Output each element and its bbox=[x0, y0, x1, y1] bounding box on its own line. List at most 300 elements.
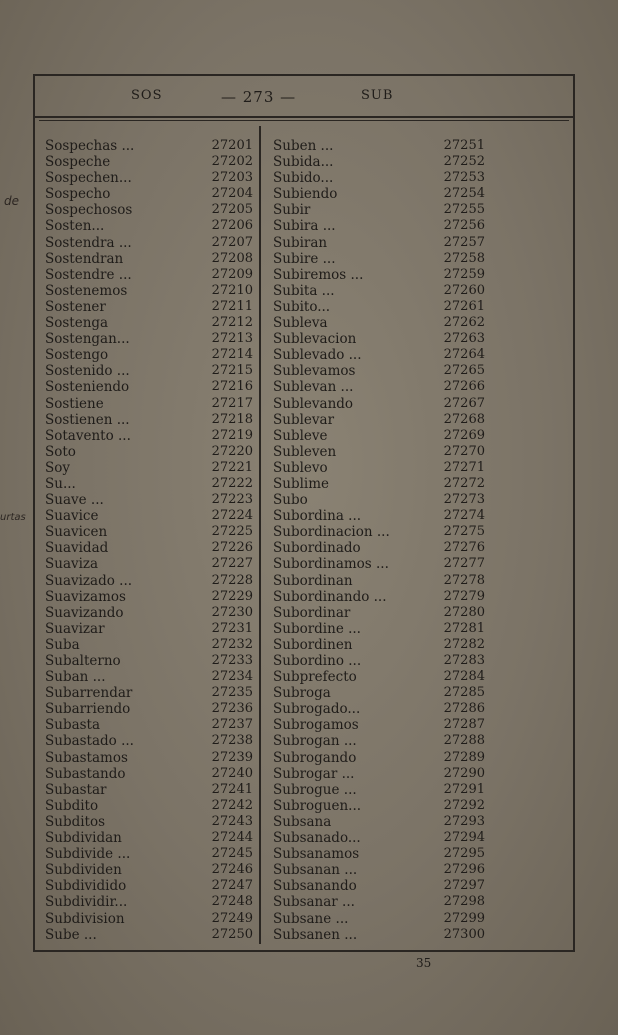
code-entry-row bbox=[273, 524, 485, 540]
entry-code: 27223 bbox=[211, 492, 253, 508]
code-entry-row bbox=[273, 798, 485, 814]
entry-word: Sostenga bbox=[45, 315, 109, 332]
code-entry-row bbox=[273, 283, 485, 299]
code-entry-row bbox=[45, 814, 253, 830]
entry-code: 27267 bbox=[443, 395, 485, 411]
header-right-guide-word: SUB bbox=[361, 88, 394, 103]
entry-code: 27257 bbox=[443, 234, 485, 250]
code-entry-row bbox=[273, 315, 485, 331]
entry-code: 27238 bbox=[211, 733, 253, 749]
entry-word: Sube ... bbox=[45, 926, 97, 943]
entry-code: 27251 bbox=[443, 138, 485, 153]
entry-word: Sospecho bbox=[45, 186, 111, 203]
entry-word: Sostienen ... bbox=[45, 411, 130, 428]
entry-word: Sostendre ... bbox=[45, 266, 132, 283]
entry-code: 27214 bbox=[211, 347, 253, 363]
code-entry-row bbox=[45, 573, 253, 589]
code-entry-row bbox=[45, 363, 253, 379]
entry-code: 27296 bbox=[443, 862, 485, 878]
code-entry-row bbox=[273, 428, 485, 444]
signature-mark: 35 bbox=[416, 956, 432, 970]
entry-code: 27282 bbox=[443, 636, 485, 652]
code-entry-row bbox=[45, 685, 253, 701]
right-column bbox=[273, 138, 485, 943]
code-entry-row bbox=[273, 911, 485, 927]
entry-word: Subito... bbox=[273, 298, 331, 315]
entry-word: Subleven bbox=[273, 443, 337, 460]
entry-code: 27208 bbox=[211, 250, 253, 266]
entry-word: Subarrendar bbox=[45, 685, 133, 702]
code-entry-row bbox=[45, 621, 253, 637]
entry-code: 27243 bbox=[211, 813, 253, 829]
code-entry-row bbox=[273, 862, 485, 878]
entry-word: Subleva bbox=[273, 315, 328, 332]
entry-code: 27228 bbox=[211, 572, 253, 588]
entry-word: Subir bbox=[273, 202, 311, 219]
entry-word: Subita ... bbox=[273, 282, 335, 299]
entry-word: Subroga bbox=[273, 685, 331, 702]
entry-word: Subiendo bbox=[273, 186, 338, 203]
entry-code: 27268 bbox=[443, 411, 485, 427]
margin-handwriting-2: urtas bbox=[0, 512, 26, 523]
entry-word: Subsanamos bbox=[273, 846, 360, 863]
entry-code: 27292 bbox=[443, 797, 485, 813]
code-entry-row bbox=[45, 911, 253, 927]
entry-word: Subordinan bbox=[273, 572, 353, 589]
entry-code: 27249 bbox=[211, 910, 253, 926]
entry-word: Subrogando bbox=[273, 749, 357, 766]
entry-code: 27287 bbox=[443, 717, 485, 733]
entry-code: 27210 bbox=[211, 282, 253, 298]
entry-word: Sublevar bbox=[273, 411, 335, 428]
entry-word: Subordinen bbox=[273, 636, 353, 653]
entry-code: 27290 bbox=[443, 765, 485, 781]
entry-code: 27285 bbox=[443, 685, 485, 701]
entry-word: Subordinado bbox=[273, 540, 361, 557]
entry-code: 27235 bbox=[211, 685, 253, 701]
entry-word: Suavice bbox=[45, 508, 99, 525]
entry-code: 27264 bbox=[443, 347, 485, 363]
entry-code: 27258 bbox=[443, 250, 485, 266]
entry-word: Sublevo bbox=[273, 459, 328, 476]
entry-word: Subrogue ... bbox=[273, 781, 357, 798]
code-entry-row bbox=[273, 540, 485, 556]
entry-word: Suban ... bbox=[45, 669, 106, 686]
code-entry-row bbox=[45, 428, 253, 444]
code-entry-row bbox=[273, 766, 485, 782]
code-entry-row bbox=[45, 556, 253, 572]
entry-code: 27297 bbox=[443, 878, 485, 894]
entry-word: Subsane ... bbox=[273, 910, 349, 927]
entry-code: 27221 bbox=[211, 459, 253, 475]
entry-code: 27211 bbox=[211, 298, 253, 314]
code-entry-row bbox=[45, 235, 253, 251]
entry-code: 27289 bbox=[443, 749, 485, 765]
code-entry-row bbox=[273, 508, 485, 524]
entry-word: Subdito bbox=[45, 797, 99, 814]
entry-code: 27213 bbox=[211, 331, 253, 347]
code-entry-row bbox=[273, 251, 485, 267]
entry-word: Sostendran bbox=[45, 250, 124, 267]
code-entry-row bbox=[273, 347, 485, 363]
entry-code: 27215 bbox=[211, 363, 253, 379]
code-entry-row bbox=[273, 202, 485, 218]
entry-word: Subordinacion ... bbox=[273, 524, 390, 541]
entry-word: Subroguen... bbox=[273, 797, 362, 814]
entry-code: 27295 bbox=[443, 846, 485, 862]
code-entry-row bbox=[273, 846, 485, 862]
entry-word: Subida... bbox=[273, 154, 334, 171]
entry-word: Subsanan ... bbox=[273, 862, 358, 879]
entry-word: Suavizando bbox=[45, 604, 124, 621]
entry-word: Sostendra ... bbox=[45, 234, 132, 251]
entry-code: 27255 bbox=[443, 202, 485, 218]
entry-word: Subira ... bbox=[273, 218, 336, 235]
code-entry-row bbox=[273, 878, 485, 894]
entry-word: Subsanando bbox=[273, 878, 357, 895]
entry-word: Sublevando bbox=[273, 395, 354, 412]
entry-code: 27283 bbox=[443, 653, 485, 668]
code-entry-row bbox=[273, 154, 485, 170]
entry-word: Sosteniendo bbox=[45, 379, 130, 396]
entry-word: Sosten... bbox=[45, 218, 105, 235]
code-entry-row bbox=[45, 927, 253, 943]
entry-code: 27247 bbox=[211, 878, 253, 894]
entry-word: Subido... bbox=[273, 170, 334, 187]
entry-word: Suavidad bbox=[45, 540, 109, 557]
entry-word: Subasta bbox=[45, 717, 101, 734]
entry-code: 27280 bbox=[443, 604, 485, 620]
code-entry-row bbox=[45, 218, 253, 234]
code-entry-row bbox=[273, 733, 485, 749]
code-entry-row bbox=[273, 927, 485, 943]
code-entry-row bbox=[45, 540, 253, 556]
entry-code: 27299 bbox=[443, 910, 485, 926]
entry-code: 27256 bbox=[443, 218, 485, 234]
entry-code: 27271 bbox=[443, 459, 485, 475]
code-entry-row bbox=[45, 299, 253, 315]
code-entry-row bbox=[45, 508, 253, 524]
entry-word: Subordino ... bbox=[273, 653, 362, 669]
entry-word: Subiremos ... bbox=[273, 266, 364, 283]
entry-code: 27265 bbox=[443, 363, 485, 379]
entry-word: Suavizado ... bbox=[45, 572, 133, 589]
entry-code: 27279 bbox=[443, 588, 485, 604]
entry-code: 27227 bbox=[211, 556, 253, 572]
entry-code: 27273 bbox=[443, 492, 485, 508]
entry-code: 27246 bbox=[211, 862, 253, 878]
entry-code: 27298 bbox=[443, 894, 485, 910]
code-entry-row bbox=[45, 750, 253, 766]
entry-code: 27205 bbox=[211, 202, 253, 218]
entry-code: 27266 bbox=[443, 379, 485, 395]
code-entry-row bbox=[45, 444, 253, 460]
code-entry-row bbox=[45, 862, 253, 878]
entry-code: 27293 bbox=[443, 813, 485, 829]
entry-code: 27294 bbox=[443, 830, 485, 846]
entry-word: Subdividido bbox=[45, 878, 127, 895]
entry-word: Sospechen... bbox=[45, 170, 132, 187]
entry-word: Suave ... bbox=[45, 492, 104, 509]
entry-code: 27233 bbox=[211, 653, 253, 668]
entry-word: Subdivide ... bbox=[45, 846, 131, 863]
code-entry-row bbox=[273, 685, 485, 701]
code-entry-row bbox=[273, 379, 485, 395]
code-entry-row bbox=[273, 170, 485, 186]
entry-word: Soto bbox=[45, 443, 76, 460]
entry-word: Sotavento ... bbox=[45, 427, 131, 444]
entry-word: Subsanado... bbox=[273, 830, 361, 847]
code-entry-row bbox=[273, 476, 485, 492]
code-entry-row bbox=[273, 653, 485, 669]
entry-code: 27219 bbox=[211, 427, 253, 443]
code-entry-row bbox=[273, 573, 485, 589]
entry-word: Sublevan ... bbox=[273, 379, 354, 396]
entry-word: Subdividir... bbox=[45, 894, 128, 911]
entry-word: Subsanar ... bbox=[273, 894, 355, 911]
entry-code: 27250 bbox=[211, 926, 253, 942]
entry-code: 27220 bbox=[211, 443, 253, 459]
code-entry-row bbox=[45, 605, 253, 621]
entry-code: 27239 bbox=[211, 749, 253, 765]
entry-code: 27270 bbox=[443, 443, 485, 459]
entry-code: 27226 bbox=[211, 540, 253, 556]
code-entry-row bbox=[45, 878, 253, 894]
code-entry-row bbox=[45, 637, 253, 653]
entry-code: 27263 bbox=[443, 331, 485, 347]
entry-word: Sospeche bbox=[45, 154, 111, 171]
code-entry-row bbox=[45, 589, 253, 605]
code-entry-row bbox=[273, 830, 485, 846]
entry-word: Sublime bbox=[273, 475, 330, 492]
entry-code: 27272 bbox=[443, 475, 485, 491]
code-entry-row bbox=[45, 154, 253, 170]
entry-word: Sublevacion bbox=[273, 331, 357, 348]
code-entry-row bbox=[273, 138, 485, 154]
column-divider bbox=[259, 126, 261, 944]
entry-code: 27286 bbox=[443, 701, 485, 717]
code-entry-row bbox=[273, 363, 485, 379]
entry-word: Sostengan... bbox=[45, 331, 130, 348]
entry-word: Subsanen ... bbox=[273, 926, 358, 943]
entry-word: Sostener bbox=[45, 298, 106, 315]
entry-code: 27201 bbox=[211, 138, 253, 153]
code-entry-row bbox=[45, 283, 253, 299]
code-entry-row bbox=[273, 701, 485, 717]
entry-code: 27278 bbox=[443, 572, 485, 588]
entry-word: Subprefecto bbox=[273, 669, 357, 686]
entry-code: 27269 bbox=[443, 427, 485, 443]
entry-code: 27224 bbox=[211, 508, 253, 524]
code-entry-row bbox=[45, 830, 253, 846]
entry-code: 27245 bbox=[211, 846, 253, 862]
code-entry-row bbox=[45, 492, 253, 508]
code-entry-row bbox=[273, 556, 485, 572]
entry-word: Subordina ... bbox=[273, 508, 362, 525]
entry-word: Suben ... bbox=[273, 138, 334, 154]
code-entry-row bbox=[45, 186, 253, 202]
entry-code: 27206 bbox=[211, 218, 253, 234]
entry-code: 27216 bbox=[211, 379, 253, 395]
entry-code: 27276 bbox=[443, 540, 485, 556]
entry-code: 27240 bbox=[211, 765, 253, 781]
entry-word: Sostenemos bbox=[45, 282, 128, 299]
code-entry-row bbox=[45, 894, 253, 910]
entry-code: 27237 bbox=[211, 717, 253, 733]
entry-code: 27222 bbox=[211, 475, 253, 491]
entry-word: Subdivision bbox=[45, 910, 125, 927]
code-entry-row bbox=[273, 299, 485, 315]
entry-word: Subordinamos ... bbox=[273, 556, 389, 573]
running-header bbox=[35, 76, 573, 118]
entry-word: Subastamos bbox=[45, 749, 128, 766]
entry-word: Suavizamos bbox=[45, 588, 126, 605]
code-entry-row bbox=[45, 782, 253, 798]
entry-word: Subrogan ... bbox=[273, 733, 357, 750]
code-entry-row bbox=[45, 412, 253, 428]
entry-word: Subrogar ... bbox=[273, 765, 355, 782]
code-entry-row bbox=[45, 653, 253, 669]
entry-code: 27204 bbox=[211, 186, 253, 202]
code-entry-row bbox=[45, 846, 253, 862]
code-entry-row bbox=[273, 412, 485, 428]
header-left-guide-word: SOS bbox=[131, 88, 163, 103]
entry-code: 27232 bbox=[211, 636, 253, 652]
entry-code: 27277 bbox=[443, 556, 485, 572]
code-entry-row bbox=[45, 460, 253, 476]
code-entry-row bbox=[273, 605, 485, 621]
code-entry-row bbox=[45, 701, 253, 717]
entry-code: 27253 bbox=[443, 170, 485, 186]
entry-code: 27261 bbox=[443, 298, 485, 314]
entry-code: 27207 bbox=[211, 234, 253, 250]
entry-code: 27209 bbox=[211, 266, 253, 282]
entry-code: 27231 bbox=[211, 620, 253, 636]
entry-word: Subastar bbox=[45, 781, 107, 798]
code-entry-row bbox=[45, 315, 253, 331]
entry-code: 27281 bbox=[443, 620, 485, 636]
entry-code: 27288 bbox=[443, 733, 485, 749]
code-entry-row bbox=[45, 267, 253, 283]
entry-word: Subrogamos bbox=[273, 717, 359, 734]
entry-word: Subo bbox=[273, 492, 308, 509]
code-entry-row bbox=[273, 331, 485, 347]
entry-code: 27291 bbox=[443, 781, 485, 797]
entry-word: Sublevamos bbox=[273, 363, 356, 380]
entry-code: 27212 bbox=[211, 315, 253, 331]
code-entry-row bbox=[45, 170, 253, 186]
entry-word: Suba bbox=[45, 636, 80, 653]
left-column bbox=[45, 138, 253, 943]
code-entry-row bbox=[45, 733, 253, 749]
entry-code: 27229 bbox=[211, 588, 253, 604]
entry-word: Suavizar bbox=[45, 620, 105, 637]
entry-word: Sostenido ... bbox=[45, 363, 130, 380]
entry-word: Subdividan bbox=[45, 830, 122, 847]
entry-code: 27254 bbox=[443, 186, 485, 202]
entry-word: Subire ... bbox=[273, 250, 336, 267]
entry-code: 27260 bbox=[443, 282, 485, 298]
code-entry-row bbox=[45, 476, 253, 492]
code-entry-row bbox=[273, 460, 485, 476]
page-frame bbox=[33, 74, 575, 952]
code-entry-row bbox=[273, 267, 485, 283]
code-entry-row bbox=[45, 798, 253, 814]
page-number: — 273 — bbox=[221, 88, 297, 106]
code-entry-row bbox=[45, 347, 253, 363]
entry-word: Subditos bbox=[45, 813, 106, 830]
code-entry-row bbox=[45, 331, 253, 347]
code-entry-row bbox=[273, 235, 485, 251]
code-entry-row bbox=[45, 202, 253, 218]
header-rule bbox=[39, 120, 569, 121]
code-entry-row bbox=[45, 251, 253, 267]
entry-word: Soy bbox=[45, 459, 71, 476]
entry-word: Su... bbox=[45, 475, 76, 492]
code-entry-row bbox=[45, 138, 253, 154]
code-entry-row bbox=[273, 894, 485, 910]
entry-word: Subordine ... bbox=[273, 620, 361, 637]
code-entry-row bbox=[273, 637, 485, 653]
code-entry-row bbox=[273, 218, 485, 234]
entry-word: Subiran bbox=[273, 234, 328, 251]
entry-code: 27230 bbox=[211, 604, 253, 620]
code-entry-row bbox=[45, 396, 253, 412]
entry-word: Subordinar bbox=[273, 604, 351, 621]
code-entry-row bbox=[273, 669, 485, 685]
code-entry-row bbox=[45, 717, 253, 733]
entry-word: Sospechas ... bbox=[45, 138, 135, 154]
entry-code: 27284 bbox=[443, 669, 485, 685]
entry-code: 27241 bbox=[211, 781, 253, 797]
entry-code: 27248 bbox=[211, 894, 253, 910]
entry-word: Subdividen bbox=[45, 862, 122, 879]
entry-word: Sostengo bbox=[45, 347, 109, 364]
entry-word: Sostiene bbox=[45, 395, 104, 412]
margin-handwriting-1: de bbox=[4, 194, 19, 208]
entry-word: Subastado ... bbox=[45, 733, 134, 750]
entry-word: Subarriendo bbox=[45, 701, 131, 718]
code-entry-row bbox=[45, 766, 253, 782]
code-entry-row bbox=[273, 814, 485, 830]
code-entry-row bbox=[273, 589, 485, 605]
code-entry-row bbox=[273, 750, 485, 766]
code-entry-row bbox=[45, 379, 253, 395]
entry-code: 27202 bbox=[211, 154, 253, 170]
entry-word: Subalterno bbox=[45, 653, 121, 669]
entry-code: 27275 bbox=[443, 524, 485, 540]
entry-code: 27225 bbox=[211, 524, 253, 540]
code-entry-row bbox=[273, 621, 485, 637]
entry-code: 27217 bbox=[211, 395, 253, 411]
code-entry-row bbox=[273, 782, 485, 798]
code-entry-row bbox=[273, 396, 485, 412]
entry-code: 27274 bbox=[443, 508, 485, 524]
entry-word: Subleve bbox=[273, 427, 328, 444]
entry-code: 27218 bbox=[211, 411, 253, 427]
entry-code: 27244 bbox=[211, 830, 253, 846]
entry-word: Suaviza bbox=[45, 556, 99, 573]
entry-word: Suavicen bbox=[45, 524, 108, 541]
code-entry-row bbox=[273, 492, 485, 508]
entry-word: Subsana bbox=[273, 813, 332, 830]
entry-word: Subastando bbox=[45, 765, 126, 782]
entry-code: 27242 bbox=[211, 797, 253, 813]
code-entry-row bbox=[273, 717, 485, 733]
code-entry-row bbox=[273, 444, 485, 460]
code-entry-row bbox=[45, 669, 253, 685]
entry-code: 27262 bbox=[443, 315, 485, 331]
